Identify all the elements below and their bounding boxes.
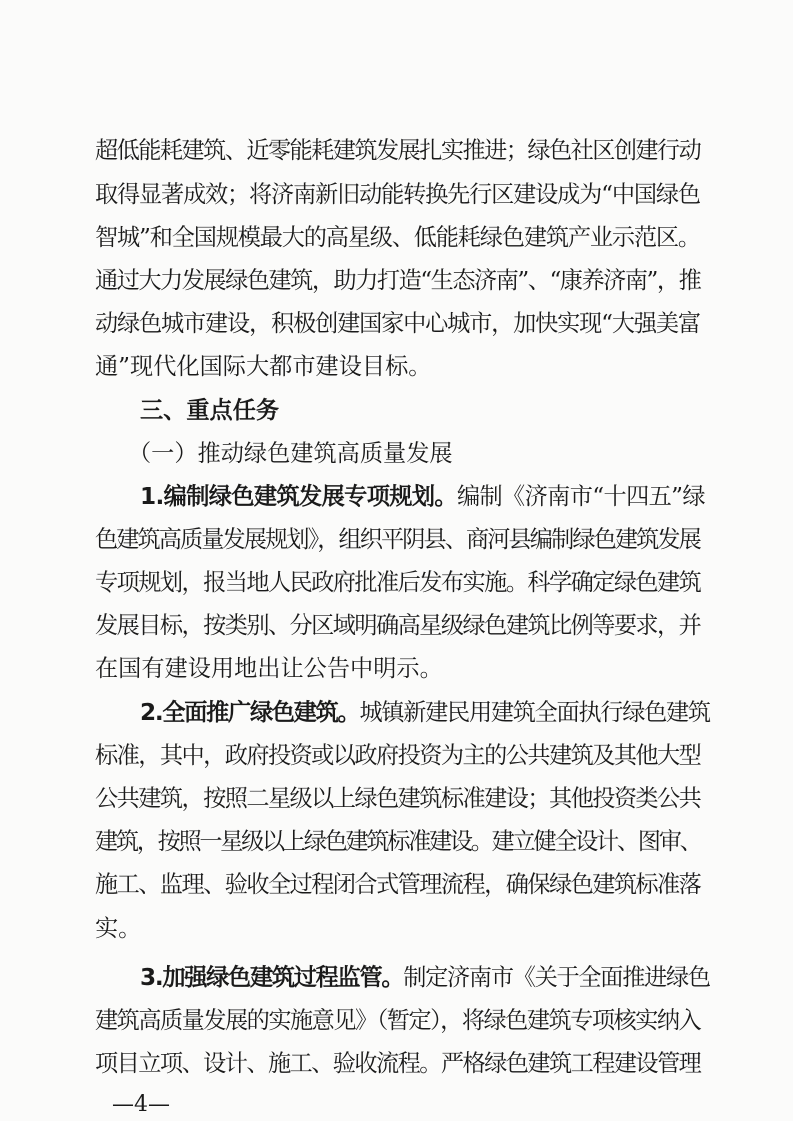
text-line: 专项规划，报当地人民政府批准后发布实施。科学确定绿色建筑 <box>95 569 701 596</box>
item-text: 制定济南市《关于全面推进绿色 <box>403 964 710 991</box>
text-line: 取得显著成效；将济南新旧动能转换先行区建设成为“中国绿色 <box>95 181 700 208</box>
section-heading: 三、重点任务 <box>140 397 280 424</box>
text-line: 动绿色城市建设，积极创建国家中心城市，加快实现“大强美富 <box>95 310 700 337</box>
text-line: 公共建筑，按照二星级以上绿色建筑标准建设；其他投资类公共 <box>95 785 701 812</box>
text-line: 超低能耗建筑、近零能耗建筑发展扎实推进；绿色社区创建行动 <box>95 137 701 164</box>
item-text: 编制《济南市“十四五”绿 <box>456 483 705 510</box>
text-line: 项目立项、设计、施工、验收流程。严格绿色建筑工程建设管理 <box>95 1050 701 1077</box>
item-first-line <box>140 963 710 993</box>
item-title: 2.全面推广绿色建筑。 <box>140 699 360 726</box>
text-line: 智城”和全国规模最大的高星级、低能耗绿色建筑产业示范区。 <box>95 224 700 251</box>
item-title: 1.编制绿色建筑发展专项规划。 <box>140 483 457 510</box>
subsection-heading: （一）推动绿色建筑高质量发展 <box>128 440 453 467</box>
text-line: 色建筑高质量发展规划》，组织平阴县、商河县编制绿色建筑发展 <box>95 526 700 553</box>
text-line: 标准，其中，政府投资或以政府投资为主的公共建筑及其他大型 <box>95 742 701 769</box>
text-line: 施工、监理、验收全过程闭合式管理流程，确保绿色建筑标准落 <box>95 871 701 898</box>
item-text: 城镇新建民用建筑全面执行绿色建筑 <box>359 699 710 726</box>
text-line: 在国有建设用地出让公告中明示。 <box>95 655 443 682</box>
text-line: 建筑，按照一星级以上绿色建筑标准建设。建立健全设计、图审、 <box>95 828 701 855</box>
page-number: —4— <box>112 1092 170 1117</box>
text-line: 通过大力发展绿色建筑，助力打造“生态济南”、“康养济南”，推 <box>95 267 701 294</box>
text-line: 实。 <box>95 915 142 942</box>
item-first-line <box>140 698 710 728</box>
text-line: 发展目标，按类别、分区域明确高星级绿色建筑比例等要求，并 <box>95 612 701 639</box>
item-title: 3.加强绿色建筑过程监管。 <box>140 964 404 991</box>
text-line: 通”现代化国际大都市建设目标。 <box>95 353 432 380</box>
item-first-line <box>140 482 705 512</box>
text-line: 建筑高质量发展的实施意见》（暂定），将绿色建筑专项核实纳入 <box>95 1007 701 1034</box>
